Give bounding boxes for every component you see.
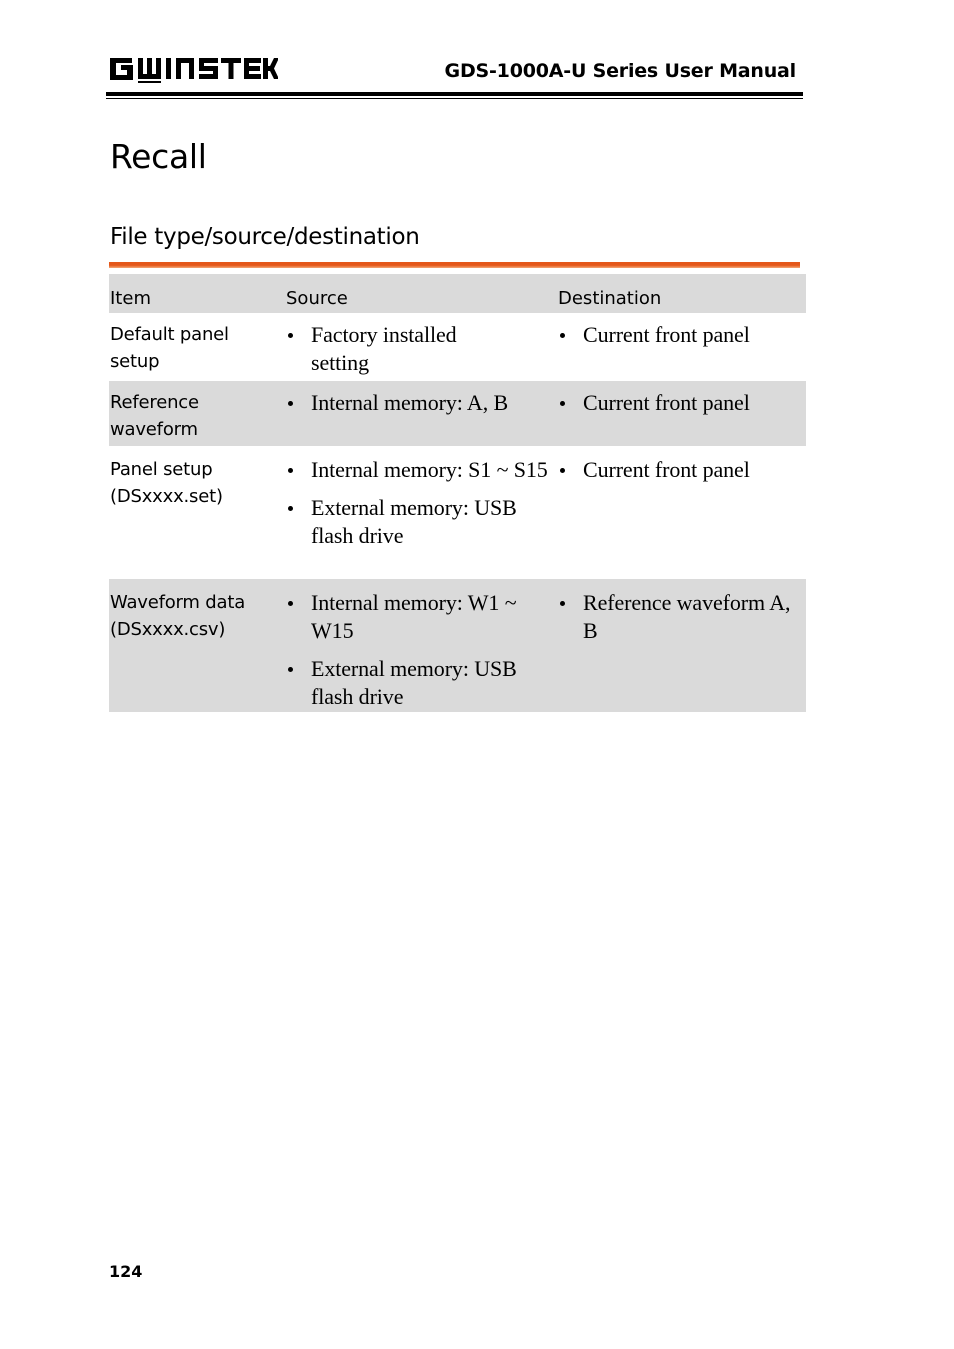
row-destination-cell bbox=[558, 321, 806, 381]
row-destination-cell bbox=[558, 456, 806, 579]
source-bullet: Factory installed setting bbox=[286, 321, 501, 377]
section-accent-rule bbox=[109, 262, 800, 268]
row-destination-cell bbox=[558, 589, 806, 712]
row-source-cell bbox=[286, 589, 558, 712]
item-line: (DSxxxx.set) bbox=[110, 486, 223, 507]
row-source-cell bbox=[286, 321, 558, 381]
item-line: Panel setup bbox=[110, 459, 213, 480]
source-bullet: Internal memory: A, B bbox=[286, 389, 558, 417]
destination-bullet: Current front panel bbox=[558, 321, 806, 349]
source-bullet: Internal memory: W1 ~ W15 bbox=[286, 589, 557, 645]
item-line: waveform bbox=[110, 419, 198, 440]
row-item-cell bbox=[109, 456, 286, 579]
item-line: Default panel bbox=[110, 324, 229, 345]
source-bullet: External memory: USB flash drive bbox=[286, 494, 551, 550]
destination-bullet: Current front panel bbox=[558, 389, 806, 417]
item-line: (DSxxxx.csv) bbox=[110, 619, 226, 640]
row-item-cell bbox=[109, 589, 286, 712]
recall-file-table bbox=[109, 274, 806, 712]
column-header-item: Item bbox=[110, 288, 151, 309]
item-line: Waveform data bbox=[110, 592, 246, 613]
source-bullet: Internal memory: S1 ~ S15 bbox=[286, 456, 551, 484]
item-line: setup bbox=[110, 351, 160, 372]
row-item-cell bbox=[109, 321, 286, 381]
destination-bullet: Reference waveform A, B bbox=[558, 589, 808, 645]
row-destination-cell bbox=[558, 389, 806, 446]
page-title: Recall bbox=[110, 137, 207, 176]
column-header-source: Source bbox=[286, 288, 348, 309]
table-row bbox=[109, 579, 806, 712]
item-line: Reference bbox=[110, 392, 199, 413]
gw-instek-logo bbox=[108, 54, 278, 84]
column-header-destination: Destination bbox=[558, 288, 662, 309]
section-title: File type/source/destination bbox=[110, 224, 420, 250]
row-source-cell bbox=[286, 389, 558, 446]
row-item-cell bbox=[109, 389, 286, 446]
table-row bbox=[109, 446, 806, 579]
header-rule-thin bbox=[106, 98, 803, 99]
table-header-row bbox=[109, 274, 806, 313]
destination-bullet: Current front panel bbox=[558, 456, 806, 484]
row-source-cell bbox=[286, 456, 558, 579]
table-row bbox=[109, 313, 806, 381]
manual-title: GDS-1000A-U Series User Manual bbox=[444, 60, 796, 82]
source-bullet: External memory: USB flash drive bbox=[286, 655, 551, 711]
header-rule-thick bbox=[106, 92, 803, 96]
page-number: 124 bbox=[109, 1262, 143, 1281]
table-row bbox=[109, 381, 806, 446]
